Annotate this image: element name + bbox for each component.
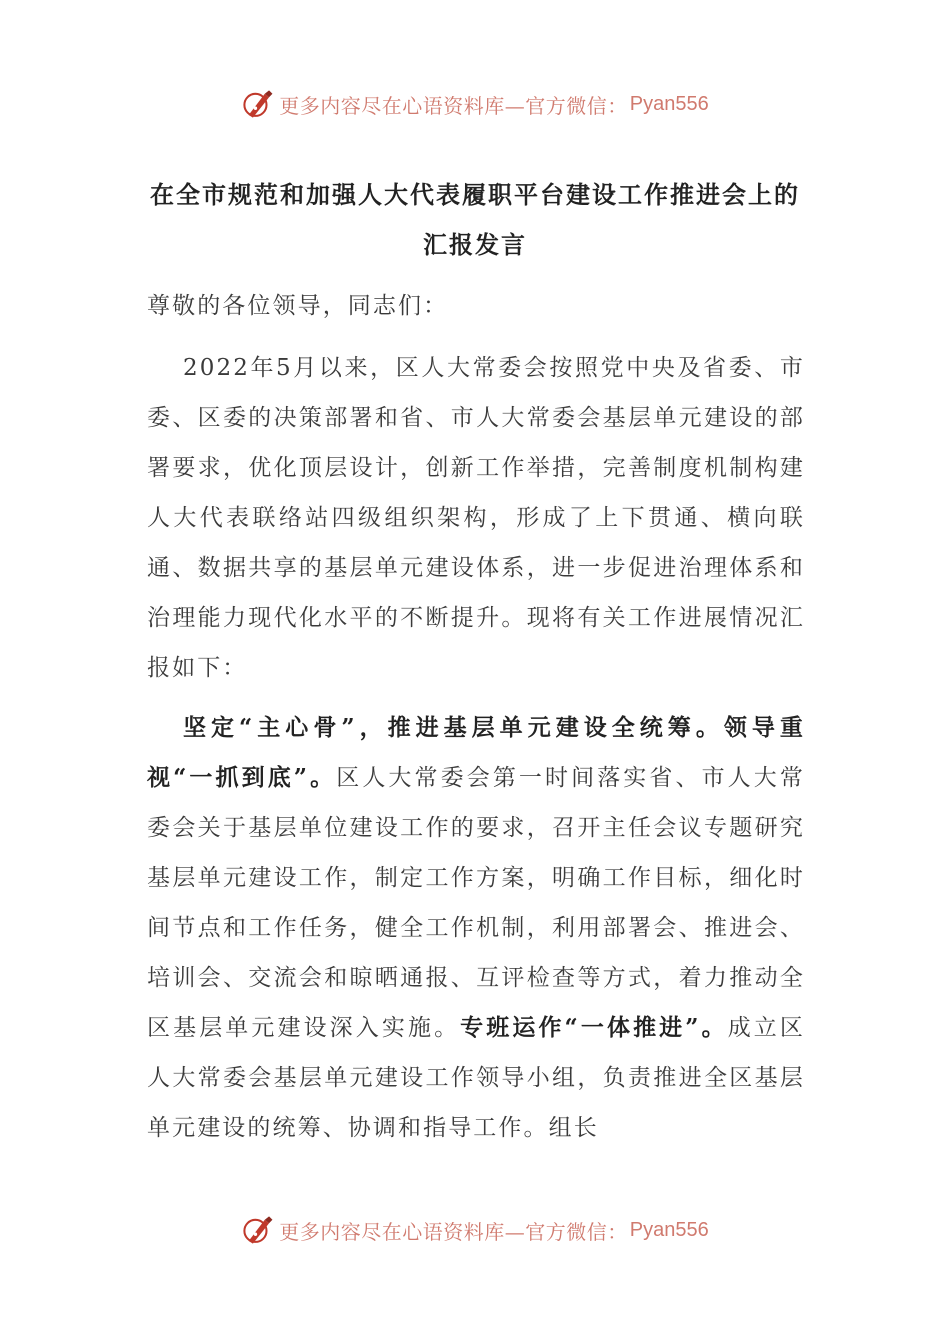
watermark-footer [0, 1210, 950, 1250]
watermark-header [0, 84, 950, 124]
salutation: 尊敬的各位领导，同志们： [147, 293, 449, 319]
paragraph-section1 [147, 703, 805, 1153]
paragraph-intro-text: 2022年5月以来，区人大常委会按照党中央及省委、市委、区委的决策部署和省、市人大常委会基层单元建设的部署要求，优化顶层设计，创新工作举措，完善制度机制构建人大代表联络站四级组织架构，形成了上下贯通、横向联通、数据共享的基层单元建设体系，进一步促进治理体系和治理能力现代化水平的不断提升。现将有关工作进展情况汇报如下： [147, 355, 805, 681]
pen-logo-icon [241, 87, 275, 121]
watermark-wechat-id: Pyan556 [629, 1218, 709, 1241]
section1-heading: 坚定“主心骨”，推进基层单元建设全统筹。 [183, 714, 724, 741]
section1-sub1-text: 区人大常委会第一时间落实省、市人大常委会关于基层单位建设工作的要求，召开主任会议专题研究基层单元建设工作，制定工作方案，明确工作目标，细化时间节点和工作任务，健全工作机制，利用部署会、推进会、培训会、交流会和晾晒通报、互评检查等方式，着力推动全区基层单元建设深入实施。 [147, 765, 805, 1041]
watermark-text: 更多内容尽在心语资料库—官方微信： [279, 93, 628, 118]
section1-sub1-heading: 领导重视“一抓到底”。 [147, 714, 805, 791]
document-body [147, 281, 805, 1153]
section1-sub2-text: 成立区人大常委会基层单元建设工作领导小组，负责推进全区基层单元建设的统筹、协调和指导工作。组长 [147, 1015, 805, 1141]
document-title-line2: 汇报发言 [423, 230, 527, 259]
watermark-wechat-id: Pyan556 [629, 92, 709, 115]
section1-sub2-heading: 专班运作“一体推进”。 [460, 1014, 728, 1041]
pen-logo-icon [241, 1213, 275, 1247]
document-title-line1: 在全市规范和加强人大代表履职平台建设工作推进会上的 [150, 180, 800, 209]
watermark-text: 更多内容尽在心语资料库—官方微信： [279, 1219, 628, 1244]
paragraph-intro [147, 343, 805, 693]
